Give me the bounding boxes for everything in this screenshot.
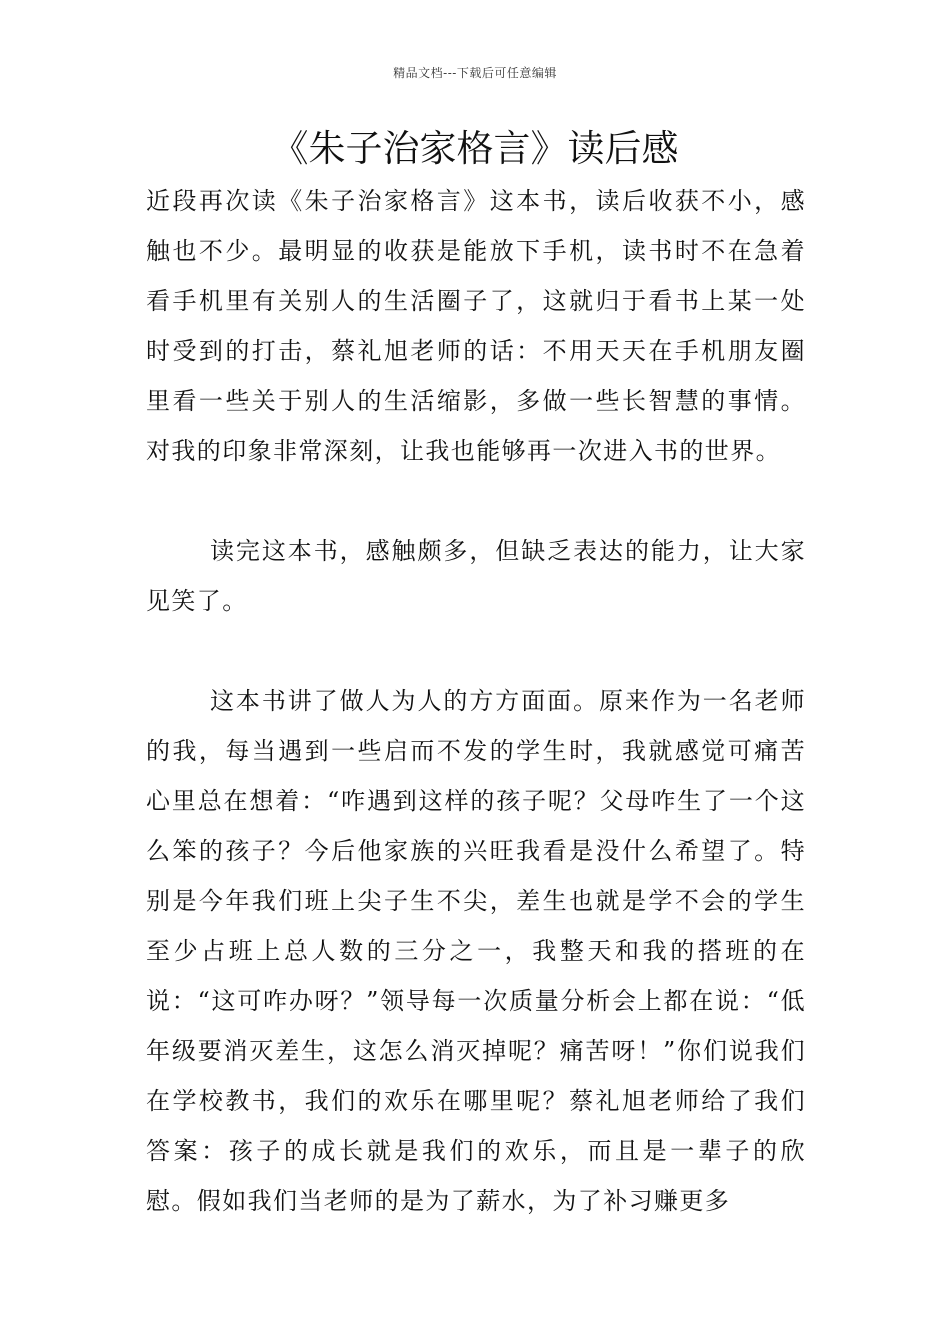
document-title: 《朱子治家格言》读后感 — [271, 127, 679, 170]
paragraph-2: 读完这本书，感触颇多，但缺乏表达的能力，让大家见笑了。 — [146, 537, 806, 615]
header-note: 精品文档---下载后可任意编辑 — [393, 66, 557, 80]
paragraph-3: 这本书讲了做人为人的方方面面。原来作为一名老师的我，每当遇到一些启而不发的学生时，我就感觉可痛苦心里总在想着：“咋遇到这样的孩子呢？父母咋生了一个这么笨的孩子？今后他家族的兴旺我看是没什么希望了。特别是今年我们班上尖子生不尖，差生也就是学不会的学生至少占班上总人数的三分之一，我整天和我的搭班的在说：“这可咋办呀？”领导每一次质量分析会上都在说：“低年级要消灭差生，这怎么消灭掉呢？痛苦呀！”你们说我们在学校教书，我们的欢乐在哪里呢？蔡礼旭老师给了我们答案：孩子的成长就是我们的欢乐，而且是一辈子的欣慰。假如我们当老师的是为了薪水，为了补习赚更多 — [146, 687, 806, 1215]
paragraph-1: 近段再次读《朱子治家格言》这本书，读后收获不小，感触也不少。最明显的收获是能放下手机，读书时不在急着看手机里有关别人的生活圈子了，这就归于看书上某一处时受到的打击，蔡礼旭老师的话：不用天天在手机朋友圈里看一些关于别人的生活缩影，多做一些长智慧的事情。对我的印象非常深刻，让我也能够再一次进入书的世界。 — [146, 187, 806, 465]
